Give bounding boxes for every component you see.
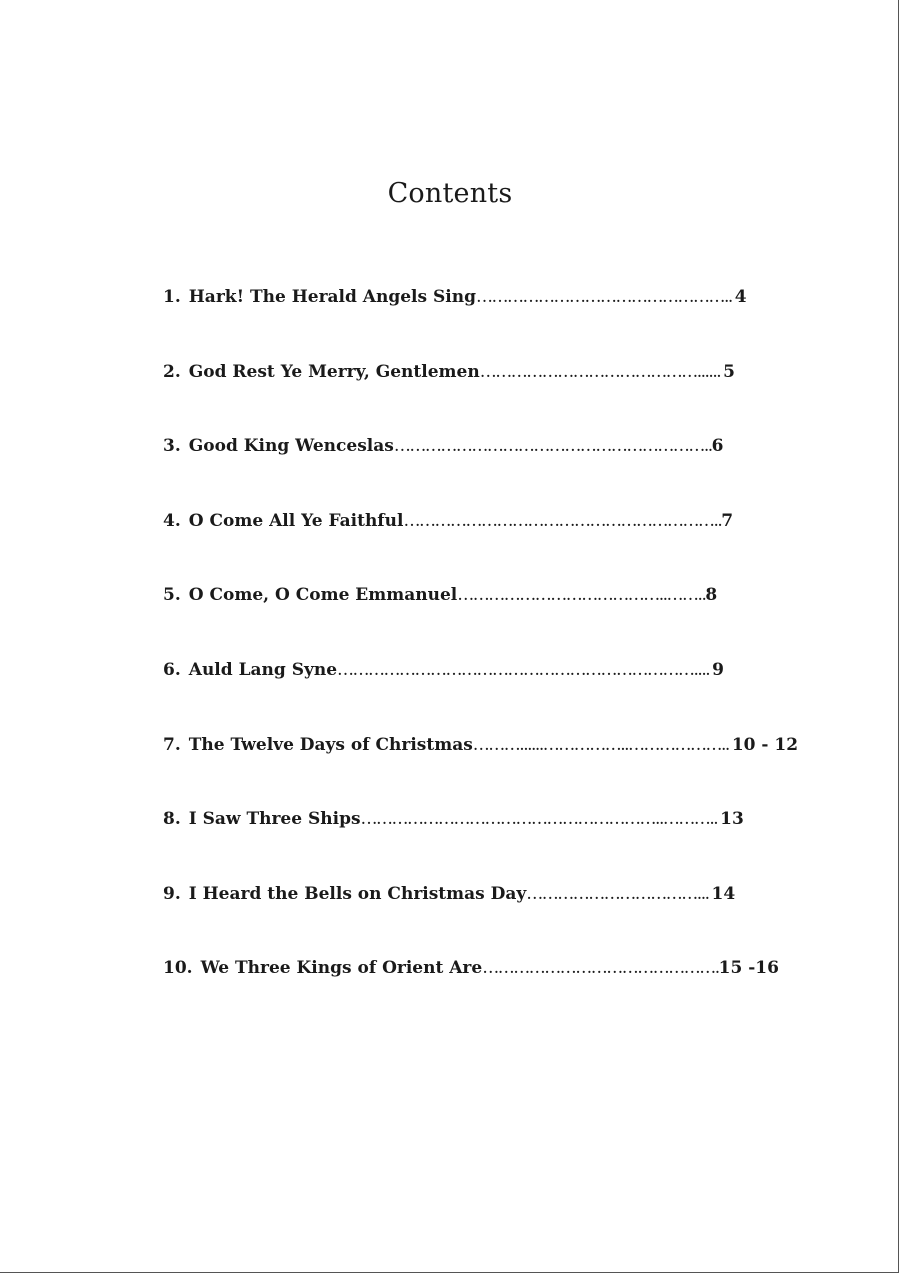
toc-item-page: 7 (721, 510, 734, 531)
toc-item-page: 4 (734, 287, 747, 307)
toc-item-leader: ……………………………... (526, 883, 709, 904)
toc-item-title: The Twelve Days of Christmas (188, 734, 473, 755)
toc-item-leader: …………………………………..…….. (457, 585, 706, 606)
toc-item-leader: …………………………………………………….. (403, 510, 722, 531)
toc-item-page: 14 (711, 883, 736, 904)
toc-item-page: 8 (705, 585, 718, 606)
toc-item (163, 730, 799, 805)
toc-item-title: I Heard the Bells on Christmas Day (188, 883, 527, 904)
toc-item-leader: …………………………………………………………….... (337, 659, 710, 680)
toc-item-page: 10 - 12 (731, 734, 799, 755)
toc-item-title: God Rest Ye Merry, Gentlemen (188, 361, 480, 382)
toc-item-title: Good King Wenceslas (188, 436, 394, 457)
toc-item-number: 9. (163, 883, 181, 904)
toc-item-page: 13 (720, 809, 744, 830)
toc-item-leader: …………………………………………………..……….. (360, 809, 718, 830)
toc-item (163, 282, 783, 357)
toc-item-number: 6. (163, 659, 181, 680)
toc-item (163, 655, 783, 730)
toc-item-number: 3. (163, 436, 181, 457)
table-of-contents (163, 282, 799, 1028)
toc-item (163, 804, 783, 879)
toc-item-title: O Come, O Come Emmanuel (188, 585, 458, 606)
toc-item-number: 10. (163, 958, 193, 979)
toc-item-page: 6 (711, 436, 724, 457)
toc-item-title: O Come All Ye Faithful (188, 510, 404, 531)
toc-item-title: Hark! The Herald Angels Sing (188, 287, 476, 307)
toc-item-page: 9 (712, 659, 724, 680)
toc-item-number: 2. (163, 361, 181, 382)
toc-item (163, 580, 783, 655)
page-title: Contents (387, 178, 513, 209)
toc-item-number: 5. (163, 585, 181, 606)
toc-item-title: Auld Lang Syne (188, 659, 338, 680)
toc-item-number: 7. (163, 734, 181, 755)
toc-item (163, 431, 783, 506)
toc-item-number: 1. (163, 287, 181, 307)
toc-item-leader: ………......……………..……………….. (472, 734, 729, 755)
toc-item (163, 953, 783, 1028)
toc-item (163, 506, 783, 581)
toc-item-leader: ………………………………………….. (475, 287, 732, 307)
toc-item-number: 8. (163, 809, 181, 830)
toc-item-title: We Three Kings of Orient Are (200, 958, 483, 979)
toc-item (163, 879, 783, 954)
toc-item-title: I Saw Three Ships (188, 809, 361, 830)
toc-item (163, 357, 783, 432)
toc-item-page: 15 -16 (718, 958, 779, 979)
toc-item-leader: ……………………………………...... (479, 361, 721, 382)
toc-item-leader: ………………………………………. (482, 958, 719, 979)
toc-item-number: 4. (163, 510, 181, 531)
toc-item-page: 5 (723, 361, 735, 382)
toc-item-leader: …………………………………………………….. (393, 436, 712, 457)
